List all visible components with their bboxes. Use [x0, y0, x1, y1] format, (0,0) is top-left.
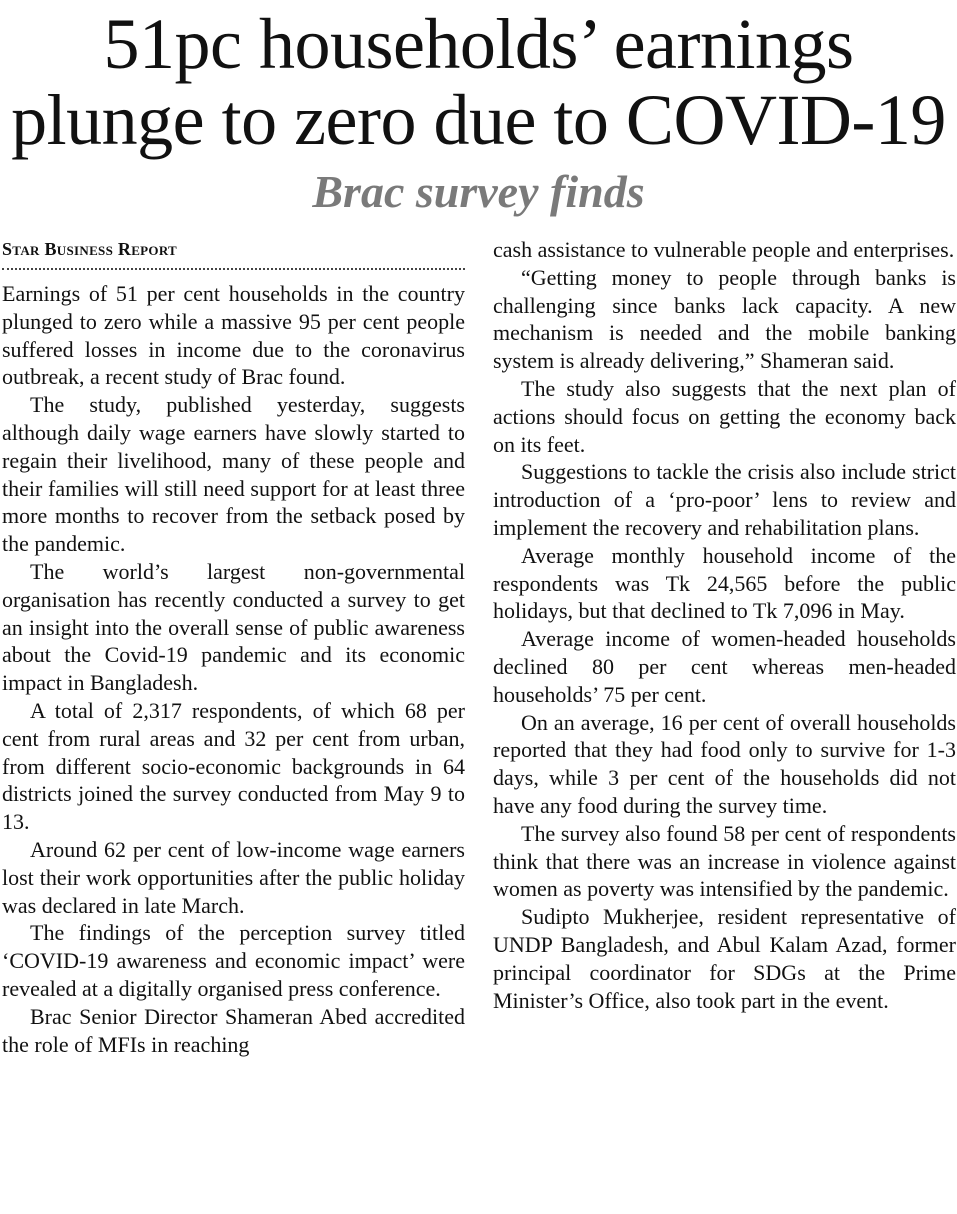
paragraph: On an average, 16 per cent of overall households reported that they had food only to survive for 1-3 days, while 3 per cent of the households did not have any food during the survey time.	[493, 709, 956, 818]
paragraph: The survey also found 58 per cent of respondents think that there was an increase in violence against women as poverty was intensified by the pandemic.	[493, 820, 956, 902]
headline-line-1: 51pc households’ earnings	[103, 4, 854, 84]
paragraph: The study also suggests that the next plan of actions should focus on getting the economy back on its feet.	[493, 375, 956, 457]
paragraph: Average income of women-headed households declined 80 per cent whereas men-headed households’ 75 per cent.	[493, 626, 956, 707]
headline	[0, 6, 957, 158]
paragraph: “Getting money to people through banks is challenging since banks lack capacity. A new mechanism is needed and the mobile banking system is already delivering,” Shameran said.	[493, 264, 956, 374]
headline-line-2: plunge to zero due to COVID-19	[11, 80, 946, 160]
paragraph: Sudipto Mukherjee, resident representative of UNDP Bangladesh, and Abul Kalam Azad, former principal coordinator for SDGs at the Prime Minister’s Office, also took part in the event.	[493, 904, 956, 1013]
article-column-right	[493, 236, 956, 1014]
paragraph-continued: cash assistance to vulnerable people and enterprises.	[493, 237, 955, 262]
byline: Star Business Report	[2, 236, 465, 270]
paragraph: Average monthly household income of the respondents was Tk 24,565 before the public holidays, but that declined to Tk 7,096 in May.	[493, 542, 956, 624]
subheadline: Brac survey finds	[312, 166, 645, 217]
paragraph: A total of 2,317 respondents, of which 68 per cent from rural areas and 32 per cent from urban, from different socio-economic backgrounds in 64 districts joined the survey conducted from May 9 to 13.	[2, 697, 465, 835]
paragraph: Suggestions to tackle the crisis also include strict introduction of a ‘pro-poor’ lens to review and implement the recovery and rehabilitation plans.	[493, 459, 956, 540]
paragraph: Earnings of 51 per cent households in the country plunged to zero while a massive 95 per cent people suffered losses in income due to the coronavirus outbreak, a recent study of Brac found.	[2, 281, 465, 390]
paragraph: Brac Senior Director Shameran Abed accredited the role of MFIs in reaching	[2, 1003, 465, 1057]
article-column-left	[2, 236, 465, 1058]
paragraph: The world’s largest non-governmental organisation has recently conducted a survey to get an insight into the overall sense of public awareness about the Covid-19 pandemic and its economic impact in Bangladesh.	[2, 558, 465, 696]
paragraph: The study, published yesterday, suggests although daily wage earners have slowly started to regain their livelihood, many of these people and their families will still need support for at least three more months to recover from the setback posed by the pandemic.	[2, 392, 465, 557]
paragraph: Around 62 per cent of low-income wage earners lost their work opportunities after the public holiday was declared in late March.	[2, 836, 465, 918]
paragraph: The findings of the perception survey titled ‘COVID-19 awareness and economic impact’ were revealed at a digitally organised press conference.	[2, 920, 465, 1001]
